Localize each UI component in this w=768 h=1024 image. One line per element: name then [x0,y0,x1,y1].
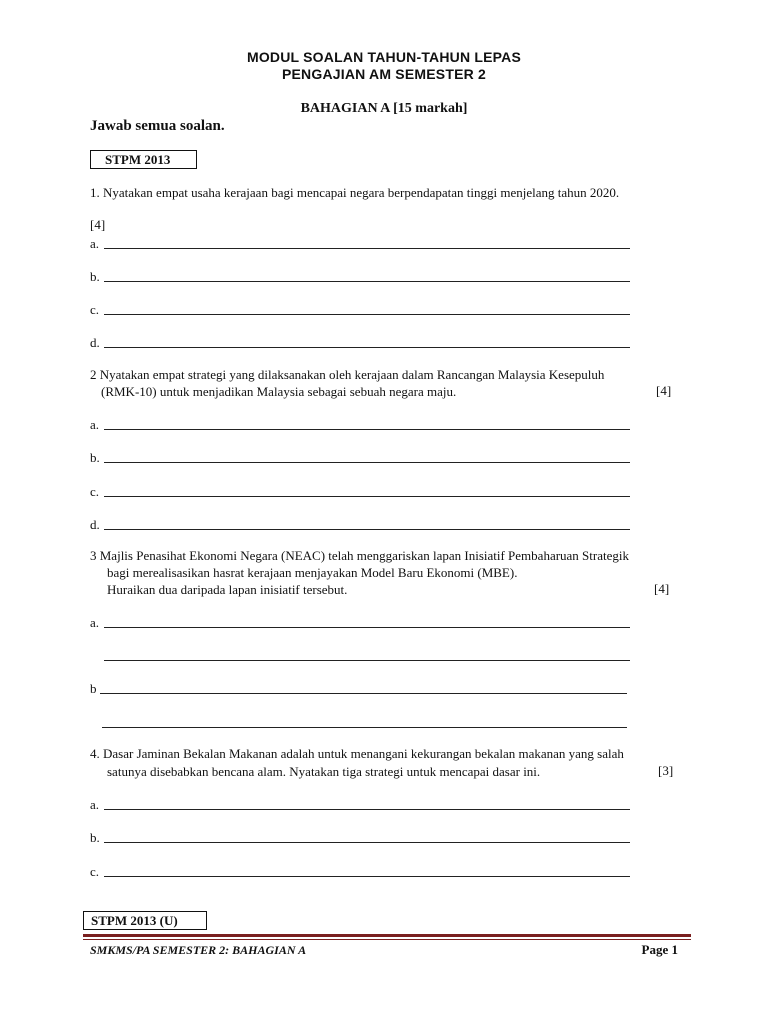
section-title: BAHAGIAN A [15 markah] [300,101,468,116]
answer-1d[interactable] [90,334,630,351]
answer-2d[interactable] [90,516,630,533]
answer-1c[interactable] [90,301,630,318]
answer-label: a. [90,417,100,432]
instruction-text: Jawab semua soalan. [90,118,225,134]
question-4-text-line-1: 4. Dasar Jaminan Bekalan Makanan adalah untuk menangani kekurangan bekalan makanan yang salah [90,746,624,761]
answer-label: c. [90,484,100,499]
answer-line [104,627,630,628]
answer-line [104,809,630,810]
exam-year-box-u: STPM 2013 (U) [83,911,207,930]
answer-line [104,429,630,430]
answer-3a-continuation-line[interactable] [104,659,630,661]
answer-line [104,281,630,282]
answer-2c[interactable] [90,483,630,500]
answer-line [104,347,630,348]
question-2-mark: [4] [656,383,672,398]
question-1-mark: [4] [90,217,106,232]
answer-1a[interactable] [90,235,630,252]
answer-label: b. [90,269,100,284]
answer-line [104,462,630,463]
answer-line [104,876,630,877]
answer-4b[interactable] [90,829,630,846]
answer-label: d. [90,517,100,532]
document-title-line-1: MODUL SOALAN TAHUN-TAHUN LEPAS [246,49,522,65]
answer-2b[interactable] [90,449,630,466]
answer-4a[interactable] [90,796,630,813]
answer-label: c. [90,302,100,317]
answer-2a[interactable] [90,416,630,433]
answer-label: b. [90,450,100,465]
answer-label: a. [90,797,100,812]
question-3-text-line-2: bagi merealisasikan hasrat kerajaan menjayakan Model Baru Ekonomi (MBE). [107,565,518,580]
answer-label: b [90,681,97,696]
question-4-text-line-2: satunya disebabkan bencana alam. Nyatakan tiga strategi untuk mencapai dasar ini. [107,764,541,779]
answer-3b-continuation-line[interactable] [102,726,627,728]
answer-line [104,496,630,497]
answer-label: c. [90,864,100,879]
footer-rule-thick [83,934,691,937]
answer-label: a. [90,236,100,251]
document-title-line-2: PENGAJIAN AM SEMESTER 2 [281,66,486,82]
answer-4c[interactable] [90,863,630,880]
answer-label: a. [90,615,100,630]
answer-3b[interactable] [90,680,627,697]
page-number: Page 1 [641,942,678,957]
question-2-text-line-1: 2 Nyatakan empat strategi yang dilaksanakan oleh kerajaan dalam Rancangan Malaysia Kesepuluh [90,367,605,382]
answer-line [104,314,630,315]
answer-label: b. [90,830,100,845]
question-1-text: 1. Nyatakan empat usaha kerajaan bagi mencapai negara berpendapatan tinggi menjelang tahun 2020. [90,185,620,200]
question-3-mark: [4] [654,581,670,596]
answer-1b[interactable] [90,268,630,285]
footer-label: SMKMS/PA SEMESTER 2: BAHAGIAN A [90,943,307,957]
answer-line [104,842,630,843]
question-4-mark: [3] [658,763,674,778]
question-3-text-line-1: 3 Majlis Penasihat Ekonomi Negara (NEAC) telah menggariskan lapan Inisiatif Pembaharuan Strategik [90,548,629,563]
answer-label: d. [90,335,100,350]
answer-line [100,693,627,694]
answer-line [104,529,630,530]
footer-rule-thin [83,939,691,940]
answer-line [104,248,630,249]
question-2-text-line-2: (RMK-10) untuk menjadikan Malaysia sebagai sebuah negara maju. [101,384,457,399]
question-3-text-line-3: Huraikan dua daripada lapan inisiatif tersebut. [107,582,348,597]
exam-year-box: STPM 2013 [90,150,197,169]
answer-3a[interactable] [90,614,630,631]
